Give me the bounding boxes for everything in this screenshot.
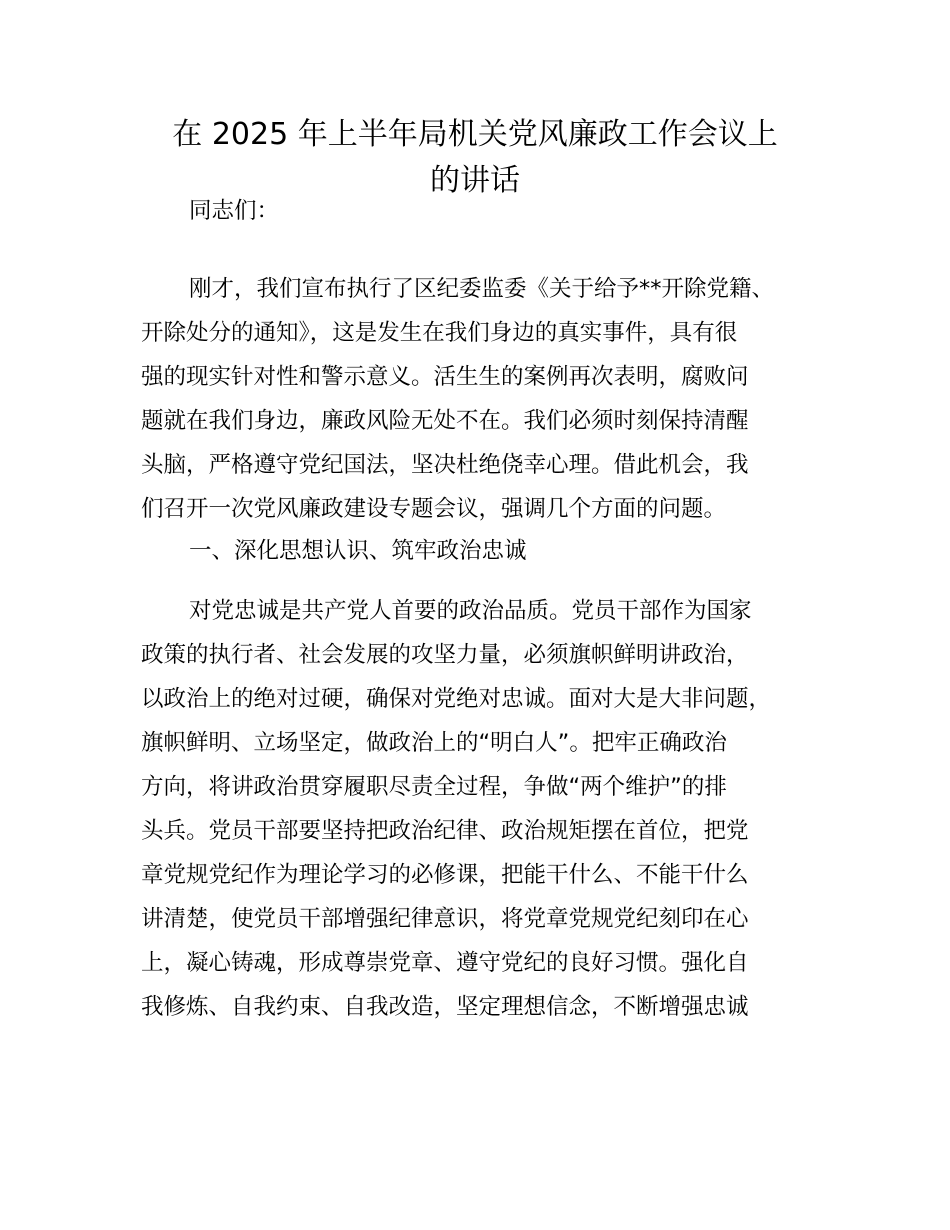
- text-line: 刚才，我们宣布执行了区纪委监委《关于给予**开除党籍、: [189, 276, 775, 302]
- paragraph-2: [141, 589, 841, 1029]
- text-line: 强的现实针对性和警示意义。活生生的案例再次表明，腐败问: [141, 364, 749, 390]
- section-heading: 一、深化思想认识、筑牢政治忠诚: [189, 538, 527, 564]
- text-line: 头脑，严格遵守党纪国法，坚决杜绝侥幸心理。借此机会，我: [141, 452, 749, 478]
- text-line: 以政治上的绝对过硬，确保对党绝对忠诚。面对大是大非问题，: [141, 686, 772, 712]
- text-line: 开除处分的通知》，这是发生在我们身边的真实事件，具有很: [141, 320, 738, 346]
- text-line: 们召开一次党风廉政建设专题会议，强调几个方面的问题。: [141, 496, 727, 522]
- text-line: 讲清楚，使党员干部增强纪律意识，将党章党规党纪刻印在心: [141, 906, 749, 932]
- text-line: 我修炼、自我约束、自我改造，坚定理想信念，不断增强忠诚: [141, 994, 749, 1020]
- text-line: 题就在我们身边，廉政风险无处不在。我们必须时刻保持清醒: [141, 408, 749, 434]
- text-line: 对党忠诚是共产党人首要的政治品质。党员干部作为国家: [189, 598, 752, 624]
- text-line: 方向，将讲政治贯穿履职尽责全过程，争做“两个维护”的排: [141, 774, 727, 800]
- text-line: 政策的执行者、社会发展的攻坚力量，必须旗帜鲜明讲政治，: [141, 642, 749, 668]
- text-line: 章党规党纪作为理论学习的必修课，把能干什么、不能干什么: [141, 862, 749, 888]
- text-line: 头兵。党员干部要坚持把政治纪律、政治规矩摆在首位，把党: [141, 818, 749, 844]
- paragraph-1: [141, 267, 841, 531]
- greeting: 同志们：: [189, 198, 280, 224]
- title-line: 在 2025 年上半年局机关党风廉政工作会议上: [172, 117, 778, 152]
- text-line: 旗帜鲜明、立场坚定，做政治上的“明白人”。把牢正确政治: [141, 730, 727, 756]
- text-line: 上，凝心铸魂，形成尊崇党章、遵守党纪的良好习惯。强化自: [141, 950, 749, 976]
- title-line: 的讲话: [430, 163, 520, 198]
